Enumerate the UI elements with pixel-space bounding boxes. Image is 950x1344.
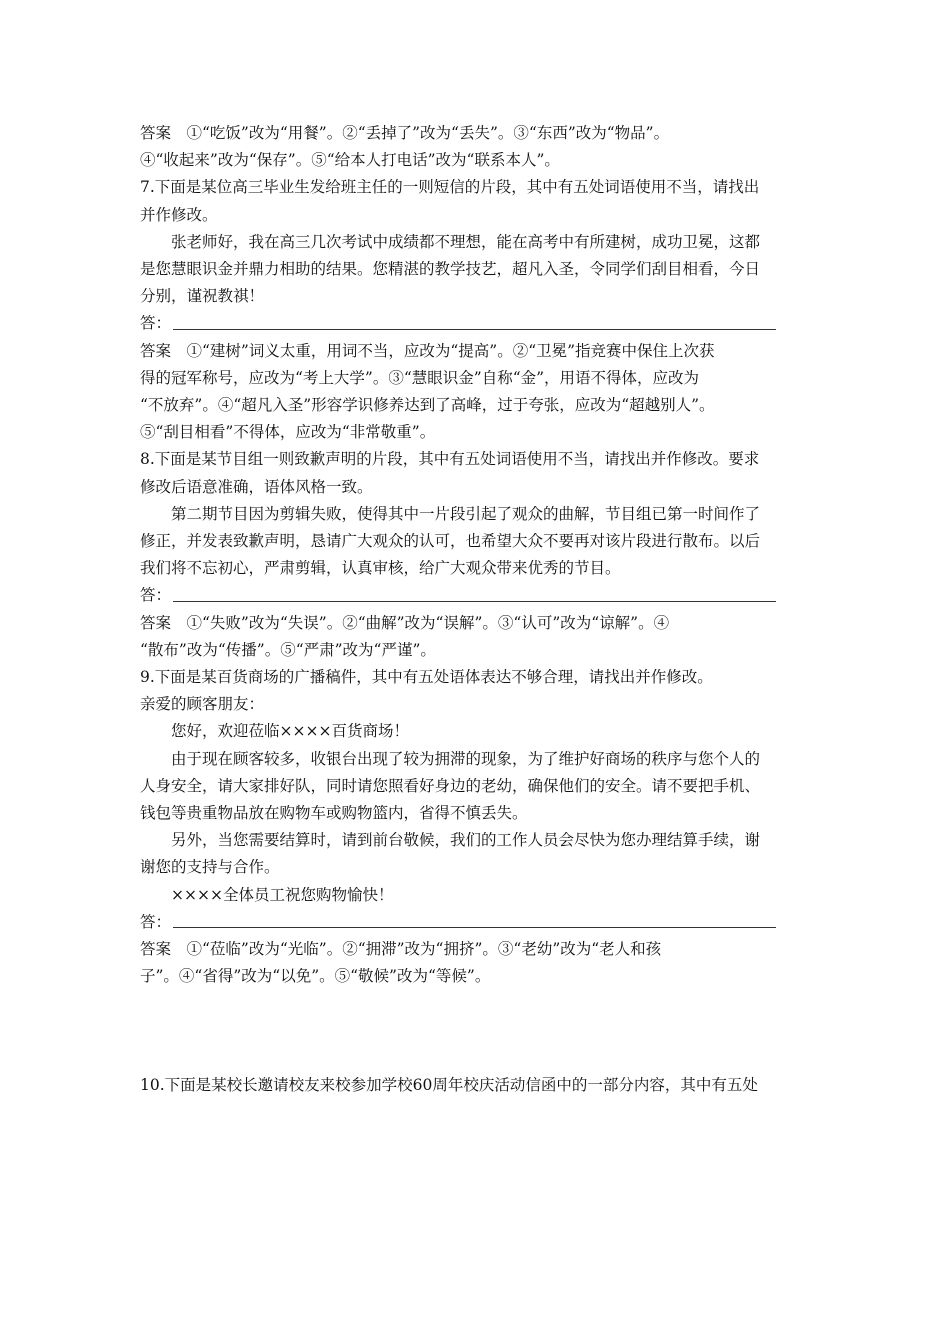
passage-9-para-1-line-2: 人身安全，请大家排好队，同时请您照看好身边的老幼，确保他们的安全。请不要把手机、: [140, 776, 761, 795]
passage-8-line-1: 第二期节目因为剪辑失败，使得其中一片段引起了观众的曲解，节目组已第一时间作了: [171, 504, 761, 523]
question-7-line-2: 并作修改。: [140, 205, 218, 224]
answer-underline: [173, 601, 776, 602]
passage-9-para-1-line-3: 钱包等贵重物品放在购物车或购物篮内，省得不慎丢失。: [140, 804, 528, 823]
passage-8-line-2: 修正，并发表致歉声明，恳请广大观众的认可，也希望大众不要再对该片段进行散布。以后: [140, 532, 761, 551]
answer-blank-9[interactable]: [140, 909, 776, 936]
question-10-line-1: 10.下面是某校长邀请校友来校参加学校60周年校庆活动信函中的一部分内容，其中有五处: [140, 1075, 758, 1094]
answer-9-line-2: 子”。④“省得”改为“以免”。⑤“敬候”改为“等候”。: [140, 967, 491, 986]
answer-8-line-1: 答案 ①“失败”改为“失误”。②“曲解”改为“误解”。③“认可”改为“谅解”。④: [140, 613, 670, 632]
answer-7-line-3: “不放弃”。④“超凡入圣”形容学识修养达到了高峰，过于夸张，应改为“超越别人”。: [140, 396, 715, 415]
answer-7-line-4: ⑤“刮目相看”不得体，应改为“非常敬重”。: [140, 423, 436, 442]
answer-label: 答：: [140, 912, 172, 931]
passage-9-welcome: 您好，欢迎莅临××××百货商场！: [171, 722, 409, 741]
passage-9-para-2-line-2: 谢您的支持与合作。: [140, 858, 280, 877]
answer-blank-8[interactable]: [140, 582, 776, 609]
document-body: [140, 120, 812, 1099]
question-8-line-2: 修改后语意准确，语体风格一致。: [140, 477, 373, 496]
answer-6-line-2: ④“收起来”改为“保存”。⑤“给本人打电话”改为“联系本人”。: [140, 151, 560, 170]
passage-8-line-3: 我们将不忘初心，严肃剪辑，认真审核，给广大观众带来优秀的节目。: [140, 559, 621, 578]
answer-label: 答：: [140, 314, 172, 333]
passage-9-greeting: 亲爱的顾客朋友：: [140, 695, 265, 714]
passage-7-line-3: 分别，谨祝教祺！: [140, 287, 265, 306]
answer-7-line-1: 答案 ①“建树”词义太重，用词不当，应改为“提高”。②“卫冕”指竞赛中保住上次获: [140, 341, 715, 360]
answer-6-line-1: 答案 ①“吃饭”改为“用餐”。②“丢掉了”改为“丢失”。③“东西”改为“物品”。: [140, 124, 670, 142]
answer-7-line-2: 得的冠军称号，应改为“考上大学”。③“慧眼识金”自称“金”，用语不得体，应改为: [140, 368, 700, 387]
answer-label: 答：: [140, 586, 172, 605]
passage-7-line-2: 是您慧眼识金并鼎力相助的结果。您精湛的教学技艺，超凡入圣，令同学们刮目相看，今日: [140, 260, 761, 279]
question-7-line-1: 7.下面是某位高三毕业生发给班主任的一则短信的片段，其中有五处词语使用不当，请找出: [140, 178, 760, 197]
passage-7-line-1: 张老师好，我在高三几次考试中成绩都不理想，能在高考中有所建树，成功卫冕，这都: [171, 232, 761, 251]
answer-underline: [173, 927, 776, 928]
question-8-line-1: 8.下面是某节目组一则致歉声明的片段，其中有五处词语使用不当，请找出并作修改。要求: [140, 450, 760, 469]
question-9: 9.下面是某百货商场的广播稿件，其中有五处语体表达不够合理，请找出并作修改。: [140, 668, 713, 687]
answer-8-line-2: “散布”改为“传播”。⑤“严肃”改为“严谨”。: [140, 640, 436, 659]
passage-9-para-2-line-1: 另外，当您需要结算时，请到前台敬候，我们的工作人员会尽快为您办理结算手续，谢: [171, 831, 761, 850]
passage-9-closing: ××××全体员工祝您购物愉快！: [171, 885, 394, 904]
answer-blank-7[interactable]: [140, 310, 776, 337]
section-spacer: [140, 991, 812, 1072]
passage-9-para-1-line-1: 由于现在顾客较多，收银台出现了较为拥滞的现象，为了维护好商场的秩序与您个人的: [171, 749, 761, 768]
answer-underline: [173, 329, 776, 330]
answer-9-line-1: 答案 ①“莅临”改为“光临”。②“拥滞”改为“拥挤”。③“老幼”改为“老人和孩: [140, 940, 662, 959]
